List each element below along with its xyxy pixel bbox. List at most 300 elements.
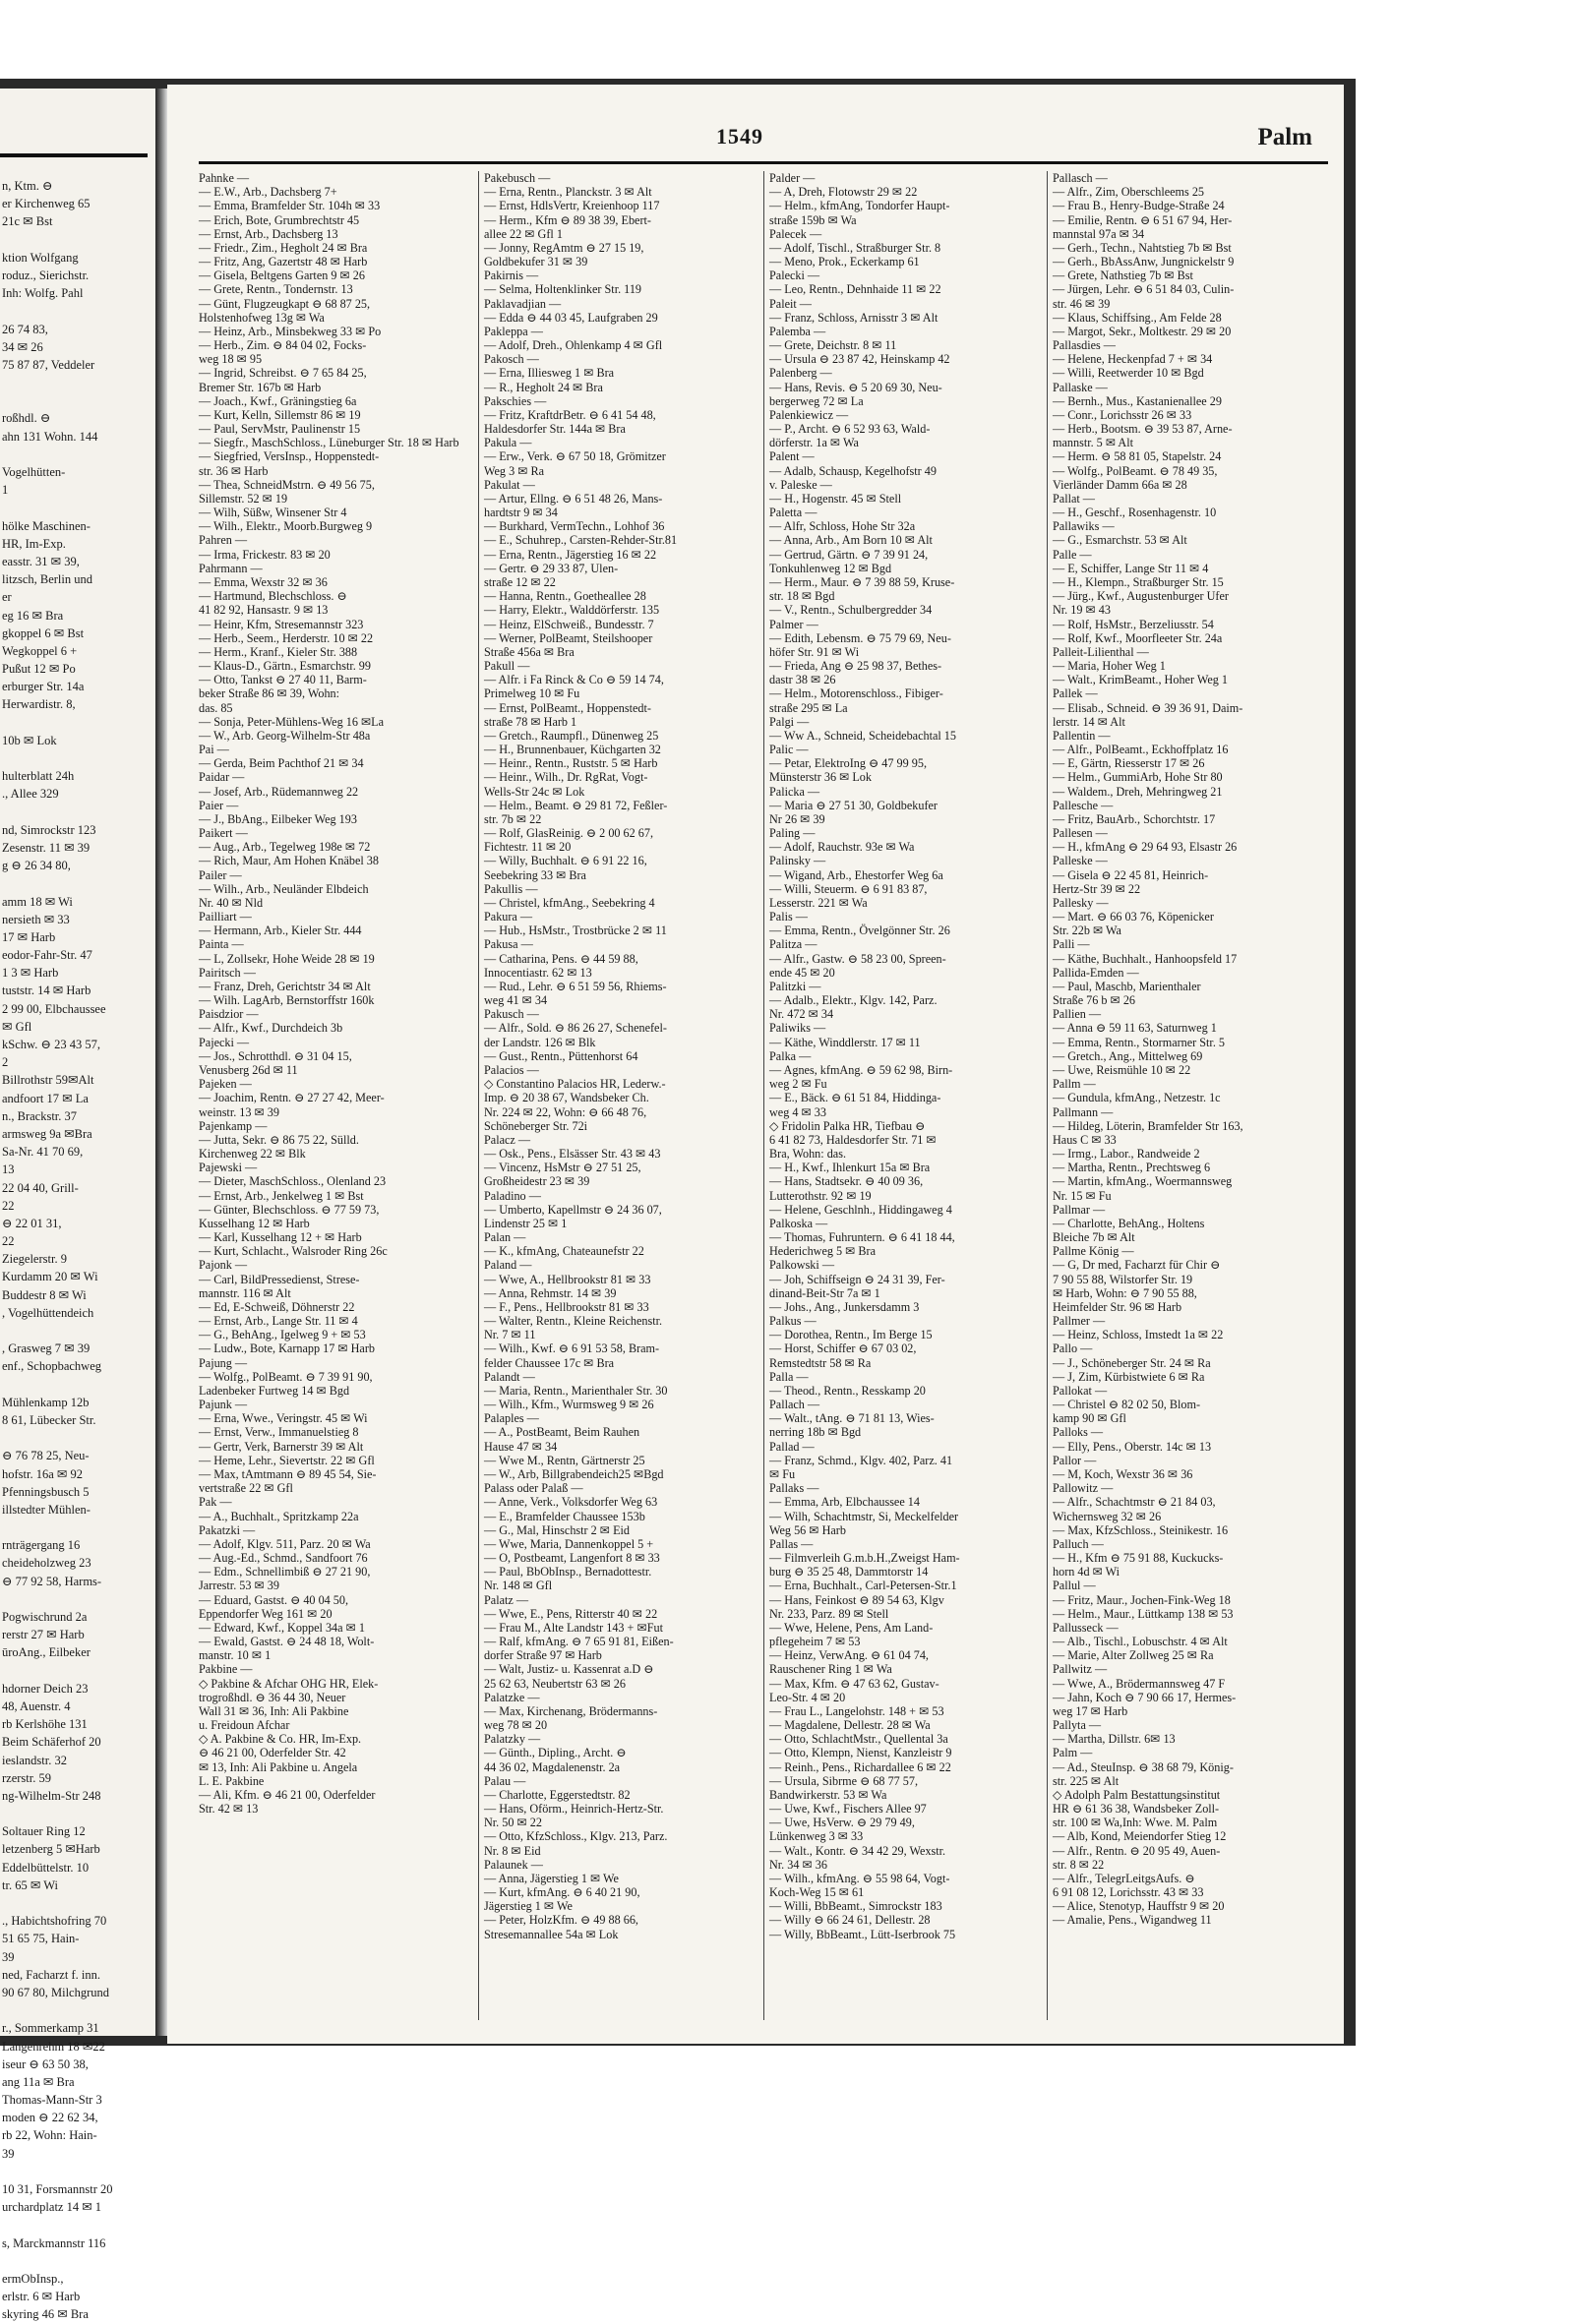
directory-entry: Paklavadjian —: [484, 296, 562, 311]
directory-entry: Pallmer —: [1053, 1314, 1106, 1329]
directory-entry: weg 2 ✉ Fu: [769, 1077, 827, 1092]
directory-entry: — Erna, Illiesweg 1 ✉ Bra: [484, 366, 615, 381]
directory-entry: Pallad —: [769, 1439, 815, 1454]
previous-page-line: 48, Auenstr. 4: [2, 1698, 71, 1713]
previous-page-line: Herwardistr. 8,: [2, 697, 76, 712]
previous-page-line: [2, 302, 159, 320]
directory-entry: — Edm., Schnellimbiß ⊖ 27 21 90,: [199, 1565, 371, 1579]
directory-entry: Paier —: [199, 798, 239, 812]
directory-entry: Hause 47 ✉ 34: [484, 1439, 558, 1454]
directory-entry: — Alfr., PolBeamt., Eckhoffplatz 16: [1053, 743, 1229, 757]
directory-entry: weg 4 ✉ 33: [769, 1104, 826, 1119]
directory-entry: — H., Klempn., Straßburger Str. 15: [1053, 574, 1224, 589]
previous-page-line: [2, 749, 159, 767]
directory-entry: — Ernst, PolBeamt., Hoppenstedt-: [484, 700, 651, 715]
directory-entry: — Thea, SchneidMstrn. ⊖ 49 56 75,: [199, 477, 375, 492]
previous-page-line: litzsch, Berlin und: [2, 572, 92, 587]
directory-entry: Vierländer Damm 66a ✉ 28: [1053, 477, 1187, 492]
previous-page-line: ng-Wilhelm-Str 248: [2, 1788, 101, 1803]
directory-entry: Pakirnis —: [484, 268, 539, 283]
directory-entry: — Helm., kfmAng, Tondorfer Haupt-: [769, 199, 950, 213]
directory-entry: Koch-Weg 15 ✉ 61: [769, 1885, 865, 1900]
directory-entry: Tonkuhlenweg 12 ✉ Bgd: [769, 561, 892, 575]
directory-entry: weinstr. 13 ✉ 39: [199, 1104, 279, 1119]
previous-page-line: amm 18 ✉ Wi: [2, 894, 73, 909]
directory-entry: Palandt —: [484, 1369, 535, 1384]
previous-page-line: 21c ✉ Bst: [2, 214, 53, 229]
directory-entry: Palecek —: [769, 226, 822, 241]
directory-entry: — Gertr. ⊖ 29 33 87, Ulen-: [484, 561, 619, 575]
directory-entry: Palkoska —: [769, 1216, 828, 1230]
directory-entry: — R., Hegholt 24 ✉ Bra: [484, 380, 603, 394]
directory-entry: Palinsky —: [769, 854, 826, 868]
directory-entry: — E.W., Arb., Dachsberg 7+: [199, 185, 337, 200]
column-divider: [478, 171, 479, 2020]
directory-entry: Palder —: [769, 171, 816, 185]
previous-page-line: ., Allee 329: [2, 787, 59, 802]
directory-entry: — Willy ⊖ 66 24 61, Dellestr. 28: [769, 1913, 931, 1928]
directory-entry: bergerweg 72 ✉ La: [769, 393, 864, 408]
directory-entry: — Klaus-D., Gärtn., Esmarchstr. 99: [199, 659, 371, 674]
directory-entry: — Uwe, HsVerw. ⊖ 29 79 49,: [769, 1816, 915, 1830]
directory-entry: — Gerh., BbAssAnw, Jungnickelstr 9: [1053, 255, 1235, 269]
previous-page-line: roßhdl. ⊖: [2, 411, 51, 426]
directory-entry: Bremer Str. 167b ✉ Harb: [199, 380, 322, 394]
directory-entry: — Edda ⊖ 44 03 45, Laufgraben 29: [484, 310, 658, 325]
directory-entry: — Wilh., Arb., Neuländer Elbdeich: [199, 881, 369, 896]
directory-entry: Jägerstieg 1 ✉ We: [484, 1899, 573, 1914]
directory-entry: — Siegfried, VersInsp., Hoppenstedt-: [199, 449, 380, 464]
directory-entry: — Jos., Schrotthdl. ⊖ 31 04 15,: [199, 1048, 352, 1063]
previous-page-line: [2, 1894, 159, 1912]
directory-entry: Pajeken —: [199, 1077, 252, 1092]
directory-entry: hardtstr 9 ✉ 34: [484, 506, 558, 520]
directory-entry: — Meno, Prok., Eckerkamp 61: [769, 255, 920, 269]
directory-entry: Pallme König —: [1053, 1244, 1134, 1259]
directory-entry: Pallida-Emden —: [1053, 965, 1139, 980]
directory-entry: 7 90 55 88, Wilstorfer Str. 19: [1053, 1272, 1193, 1286]
directory-entry: Paland —: [484, 1258, 532, 1273]
directory-entry: — Fritz, BauArb., Schorchtstr. 17: [1053, 811, 1216, 826]
directory-entry: Str. 22b ✉ Wa: [1053, 924, 1121, 938]
directory-entry: Paletta —: [769, 506, 817, 520]
directory-entry: — Alb., Tischl., Lobuschstr. 4 ✉ Alt: [1053, 1635, 1228, 1649]
previous-page-line: ⊖ 22 01 31,: [2, 1216, 62, 1230]
column-divider: [763, 171, 764, 2020]
directory-entry: weg 78 ✉ 20: [484, 1718, 548, 1733]
directory-entry: allee 22 ✉ Gfl 1: [484, 226, 563, 241]
previous-page-line: skyring 46 ✉ Bra: [2, 2307, 89, 2322]
directory-entry: burg ⊖ 35 25 48, Dammtorstr 14: [769, 1565, 929, 1579]
previous-page-line: rb Kerlshöhe 131: [2, 1717, 88, 1732]
directory-entry: — Margot, Sekr., Moltkestr. 29 ✉ 20: [1053, 324, 1232, 338]
directory-entry: — Käthe, Winddlerstr. 17 ✉ 11: [769, 1035, 921, 1049]
directory-entry: — Gisela ⊖ 22 45 81, Heinrich-: [1053, 867, 1209, 882]
previous-page-line: [2, 1805, 159, 1822]
directory-entry: — Adolf, Rauchstr. 93e ✉ Wa: [769, 840, 915, 855]
previous-page-line: hölke Maschinen-: [2, 518, 91, 533]
directory-entry: — Wigand, Arb., Ehestorfer Weg 6a: [769, 867, 943, 882]
directory-entry: lerstr. 14 ✉ Alt: [1053, 714, 1125, 729]
directory-entry: — Frau M., Alte Landstr 143 + ✉Fut: [484, 1620, 663, 1635]
directory-entry: — A., Buchhalt., Spritzkamp 22a: [199, 1509, 359, 1523]
directory-entry: vertstraße 22 ✉ Gfl: [199, 1481, 293, 1496]
directory-entry: — Elly, Pens., Oberstr. 14c ✉ 13: [1053, 1439, 1212, 1454]
directory-entry: Rauschener Ring 1 ✉ Wa: [769, 1662, 892, 1677]
directory-entry: — Helene, Heckenpfad 7 + ✉ 34: [1053, 352, 1213, 367]
previous-page-line: easstr. 31 ✉ 39,: [2, 554, 80, 568]
directory-entry: — Thomas, Fuhruntern. ⊖ 6 41 18 44,: [769, 1230, 955, 1245]
directory-entry: Pailer —: [199, 867, 242, 882]
directory-entry: Bra, Wohn: das.: [769, 1147, 847, 1162]
directory-entry: — Christel ⊖ 82 02 50, Blom-: [1053, 1398, 1201, 1412]
previous-page-line: ang 11a ✉ Bra: [2, 2074, 75, 2089]
directory-entry: ✉ 13, Inh: Ali Pakbine u. Angela: [199, 1759, 358, 1774]
directory-entry: Pahnke —: [199, 171, 250, 185]
directory-entry: — A, Dreh, Flotowstr 29 ✉ 22: [769, 185, 918, 200]
directory-entry: — Hildeg, Löterin, Bramfelder Str 163,: [1053, 1118, 1243, 1133]
previous-page-line: Soltauer Ring 12: [2, 1824, 86, 1839]
directory-entry: Pairitsch —: [199, 965, 256, 980]
directory-entry: Palenberg —: [769, 366, 832, 381]
directory-entry: — L, Zollsekr, Hohe Weide 28 ✉ 19: [199, 951, 375, 966]
directory-entry: str. 36 ✉ Harb: [199, 463, 269, 478]
directory-entry: beker Straße 86 ✉ 39, Wohn:: [199, 686, 340, 701]
directory-entry: felder Chaussee 17c ✉ Bra: [484, 1355, 615, 1370]
directory-entry: — Ursula ⊖ 23 87 42, Heinskamp 42: [769, 352, 950, 367]
directory-entry: — Hanna, Rentn., Goetheallee 28: [484, 589, 646, 604]
directory-entry: mannstr. 116 ✉ Alt: [199, 1285, 291, 1300]
previous-page-line: letzenberg 5 ✉Harb: [2, 1842, 100, 1857]
previous-page-line: rzerstr. 59: [2, 1770, 51, 1785]
directory-entry: — W., Arb, Billgrabendeich25 ✉Bgd: [484, 1466, 664, 1481]
directory-entry: str. 225 ✉ Alt: [1053, 1773, 1120, 1788]
directory-entry: — Friedr., Zim., Hegholt 24 ✉ Bra: [199, 240, 368, 255]
directory-entry: Haldesdorfer Str. 144a ✉ Bra: [484, 422, 626, 437]
previous-page-line: Langenrehm 18 ✉22: [2, 2039, 105, 2054]
previous-page-line: 10b ✉ Lok: [2, 733, 57, 747]
directory-entry: weg 17 ✉ Harb: [1053, 1703, 1128, 1718]
directory-entry: kamp 90 ✉ Gfl: [1053, 1411, 1126, 1426]
column-divider: [1047, 171, 1048, 2020]
directory-entry: Palatzky —: [484, 1732, 541, 1747]
directory-entry: — O, Postbeamt, Langenfort 8 ✉ 33: [484, 1551, 660, 1566]
directory-entry: 41 82 92, Hansastr. 9 ✉ 13: [199, 603, 329, 618]
previous-page-line: ⊖ 76 78 25, Neu-: [2, 1449, 90, 1463]
directory-entry: Bandwirkerstr. 53 ✉ Wa: [769, 1787, 887, 1802]
directory-entry: — Alfr., Rentn. ⊖ 20 95 49, Auen-: [1053, 1843, 1221, 1858]
directory-entry: Pallat —: [1053, 491, 1095, 506]
directory-entry: — Alfr, Schloss, Hohe Str 32a: [769, 519, 916, 534]
previous-page-line: gkoppel 6 ✉ Bst: [2, 626, 85, 640]
directory-entry: — Gerh., Techn., Nahtstieg 7b ✉ Bst: [1053, 240, 1232, 255]
previous-page-line: tr. 65 ✉ Wi: [2, 1877, 58, 1892]
directory-entry: — Wilh., Kwf. ⊖ 6 91 53 58, Bram-: [484, 1341, 660, 1356]
directory-entry: — Gerda, Beim Pachthof 21 ✉ 34: [199, 756, 364, 771]
directory-entry: — Adalb., Elektr., Klgv. 142, Parz.: [769, 993, 938, 1008]
directory-entry: Pallesche —: [1053, 798, 1114, 812]
directory-entry: — Anna, Arb., Am Born 10 ✉ Alt: [769, 533, 933, 548]
directory-entry: — Agnes, kfmAng. ⊖ 59 62 98, Birn-: [769, 1063, 953, 1077]
directory-entry: — Maria, Hoher Weg 1: [1053, 659, 1166, 674]
directory-entry: — F., Pens., Hellbrookstr 81 ✉ 33: [484, 1299, 649, 1314]
directory-entry: Palacios —: [484, 1063, 539, 1077]
directory-entry: — Emma, Rentn., Stormarner Str. 5: [1053, 1035, 1226, 1049]
directory-entry: — Anna ⊖ 59 11 63, Saturnweg 1: [1053, 1021, 1217, 1036]
directory-entry: — Wwe M., Rentn, Gärtnerstr 25: [484, 1453, 645, 1467]
previous-page-line: Wegkoppel 6 +: [2, 643, 78, 658]
directory-entry: Nr. 472 ✉ 34: [769, 1007, 834, 1022]
directory-entry: ✉ Fu: [769, 1466, 796, 1481]
previous-page-line: [2, 2216, 159, 2234]
directory-entry: — Ernst, Arb., Jenkelweg 1 ✉ Bst: [199, 1188, 364, 1203]
directory-entry: — Max, Kfm. ⊖ 47 63 62, Gustav-: [769, 1676, 939, 1691]
directory-entry: — Jürg., Kwf., Augustenburger Ufer: [1053, 589, 1229, 604]
directory-entry: Stresemannallee 54a ✉ Lok: [484, 1927, 619, 1941]
directory-entry: — H., Kfm ⊖ 75 91 88, Kuckucks-: [1053, 1551, 1224, 1566]
directory-entry: — Aug., Arb., Tegelweg 198e ✉ 72: [199, 840, 371, 855]
directory-entry: Innocentiastr. 62 ✉ 13: [484, 965, 592, 980]
directory-entry: Paladino —: [484, 1188, 541, 1203]
directory-entry: — J., BbAng., Eilbeker Weg 193: [199, 811, 357, 826]
directory-entry: Pallusseck —: [1053, 1620, 1119, 1635]
directory-entry: — Ralf, kfmAng. ⊖ 7 65 91 81, Eißen-: [484, 1635, 674, 1649]
directory-entry: Pakusa —: [484, 937, 533, 952]
previous-page-line: 13: [2, 1162, 15, 1177]
directory-entry: — Willi, Steuerm. ⊖ 6 91 83 87,: [769, 881, 928, 896]
previous-page-line: 22 04 40, Grill-: [2, 1180, 79, 1195]
directory-entry: — Adolf, Tischl., Straßburger Str. 8: [769, 240, 941, 255]
directory-entry: — Ernst, Verw., Immanuelstieg 8: [199, 1425, 359, 1440]
directory-entry: Pakullis —: [484, 881, 538, 896]
directory-entry: — Frau B., Henry-Budge-Straße 24: [1053, 199, 1225, 213]
directory-entry: — Walter, Rentn., Kleine Reichenstr.: [484, 1314, 663, 1329]
directory-entry: — Jonny, RegAmtm ⊖ 27 15 19,: [484, 240, 644, 255]
directory-entry: Pak —: [199, 1495, 232, 1510]
directory-entry: — Helm., GummiArb, Hohe Str 80: [1053, 770, 1223, 785]
directory-entry: — Franz, Schmd., Klgv. 402, Parz. 41: [769, 1453, 953, 1467]
directory-entry: — Vincenz, HsMstr ⊖ 27 51 25,: [484, 1161, 641, 1175]
directory-entry: Pakatzki —: [199, 1522, 256, 1537]
directory-entry: Lindenstr 25 ✉ 1: [484, 1216, 568, 1230]
directory-entry: Palmer —: [769, 617, 818, 631]
directory-column-1: [199, 171, 476, 2020]
previous-page-line: erlstr. 6 ✉ Harb: [2, 2290, 81, 2304]
directory-entry: Weg 56 ✉ Harb: [769, 1522, 846, 1537]
directory-entry: u. Freidoun Afchar: [199, 1718, 290, 1733]
directory-entry: Pakura —: [484, 910, 533, 924]
directory-entry: — Heinr, Kfm, Stresemannstr 323: [199, 617, 364, 631]
directory-entry: — Hans, Oförm., Heinrich-Hertz-Str.: [484, 1802, 664, 1817]
directory-entry: — Wwe, E., Pens, Ritterstr 40 ✉ 22: [484, 1606, 658, 1621]
directory-entry: das. 85: [199, 700, 233, 715]
directory-entry: Palaples —: [484, 1411, 539, 1426]
directory-entry: Palatzke —: [484, 1690, 540, 1704]
directory-entry: ende 45 ✉ 20: [769, 965, 835, 980]
previous-page-line: Beim Schäferhof 20: [2, 1735, 101, 1750]
previous-page-line: ., Habichtshofring 70: [2, 1914, 107, 1929]
directory-entry: — Aug.-Ed., Schmd., Sandfoort 76: [199, 1551, 368, 1566]
directory-entry: — Edward, Kwf., Koppel 34a ✉ 1: [199, 1620, 365, 1635]
directory-entry: — Joach., Kwf., Gräningstieg 6a: [199, 393, 357, 408]
directory-entry: Palecki —: [769, 268, 820, 283]
directory-entry: weg 41 ✉ 34: [484, 993, 548, 1008]
directory-entry: Pallokat —: [1053, 1383, 1108, 1398]
directory-entry: Palaunek —: [484, 1857, 543, 1872]
directory-entry: — Gundula, kfmAng., Netzestr. 1c: [1053, 1091, 1221, 1105]
directory-entry: — Fritz, Ang, Gazertstr 48 ✉ Harb: [199, 255, 368, 269]
directory-entry: Ladenbeker Furtweg 14 ✉ Bgd: [199, 1383, 350, 1398]
directory-entry: Jarrestr. 53 ✉ 39: [199, 1579, 279, 1593]
previous-page-line: 17 ✉ Harb: [2, 929, 56, 944]
directory-entry: — Martin, kfmAng., Woermannsweg: [1053, 1174, 1233, 1189]
previous-page-line: [2, 874, 159, 892]
directory-entry: — Maria ⊖ 27 51 30, Goldbekufer: [769, 798, 938, 812]
previous-page-line: er: [2, 590, 12, 605]
directory-entry: 6 91 08 12, Lorichsstr. 43 ✉ 33: [1053, 1885, 1204, 1900]
directory-entry: str. 100 ✉ Wa,Inh: Wwe. M. Palm: [1053, 1816, 1218, 1830]
directory-entry: Schöneberger Str. 72i: [484, 1118, 588, 1133]
directory-entry: — Heinr., Wilh., Dr. RgRat, Vogt-: [484, 770, 648, 785]
directory-entry: — Alfr., Zim, Oberschleems 25: [1053, 185, 1205, 200]
directory-entry: Pajonk —: [199, 1258, 248, 1273]
directory-entry: — Alfr., Sold. ⊖ 86 26 27, Schenefel-: [484, 1021, 667, 1036]
directory-entry: — Heinz, VerwAng. ⊖ 61 04 74,: [769, 1648, 929, 1663]
directory-entry: Pakebusch —: [484, 171, 551, 185]
directory-entry: — Osk., Pens., Elsässer Str. 43 ✉ 43: [484, 1147, 661, 1162]
page-number: 1549: [716, 124, 763, 149]
directory-entry: — Ad., SteuInsp. ⊖ 38 68 79, König-: [1053, 1759, 1234, 1774]
previous-page-fragment: [0, 89, 157, 2322]
previous-page-line: 39: [2, 1949, 15, 1964]
previous-page-line: [2, 2163, 159, 2180]
directory-entry: Venusberg 26d ✉ 11: [199, 1063, 298, 1077]
directory-entry: — Umberto, Kapellmstr ⊖ 24 36 07,: [484, 1202, 662, 1217]
directory-entry: — Ingrid, Schreibst. ⊖ 7 65 84 25,: [199, 366, 367, 381]
directory-entry: Lünkenweg 3 ✉ 33: [769, 1829, 864, 1844]
directory-entry: — H., Hogenstr. 45 ✉ Stell: [769, 491, 902, 506]
directory-entry: Pallesky —: [1053, 895, 1109, 910]
directory-entry: nerring 18b ✉ Bgd: [769, 1425, 862, 1440]
directory-entry: Paleit —: [769, 296, 812, 311]
directory-entry: — J, Zim, Kürbistwiete 6 ✉ Ra: [1053, 1369, 1205, 1384]
directory-entry: — Anne, Verk., Volksdorfer Weg 63: [484, 1495, 658, 1510]
previous-page-line: ieslandstr. 32: [2, 1753, 67, 1767]
directory-entry: — Emma, Wexstr 32 ✉ 36: [199, 574, 328, 589]
previous-page-line: g ⊖ 26 34 80,: [2, 859, 71, 873]
directory-entry: — Wwe, Helene, Pens, Am Land-: [769, 1620, 934, 1635]
directory-entry: Holstenhofweg 13g ✉ Wa: [199, 310, 325, 325]
directory-entry: — E., Bäck. ⊖ 61 51 84, Hiddinga-: [769, 1091, 941, 1105]
directory-entry: — Sonja, Peter-Mühlens-Weg 16 ✉La: [199, 714, 385, 729]
directory-entry: — Willy, Buchhalt. ⊖ 6 91 22 16,: [484, 854, 647, 868]
directory-entry: Paling —: [769, 826, 816, 841]
directory-entry: — Leo, Rentn., Dehnhaide 11 ✉ 22: [769, 282, 941, 297]
directory-entry: — Ali, Kfm. ⊖ 46 21 00, Oderfelder: [199, 1787, 376, 1802]
directory-entry: — Filmverleih G.m.b.H.,Zweigst Ham-: [769, 1551, 960, 1566]
directory-entry: — Carl, BildPressedienst, Strese-: [199, 1272, 360, 1286]
previous-page-line: [2, 1590, 159, 1608]
directory-entry: — Ernst, Arb., Lange Str. 11 ✉ 4: [199, 1314, 358, 1329]
directory-entry: höfer Str. 91 ✉ Wi: [769, 644, 860, 659]
previous-page-line: 90 67 80, Milchgrund: [2, 1985, 110, 1999]
directory-entry: horn 4d ✉ Wi: [1053, 1565, 1120, 1579]
previous-page-line: s, Marckmannstr 116: [2, 2235, 106, 2250]
directory-entry: — Gust., Rentn., Püttenhorst 64: [484, 1048, 638, 1063]
directory-entry: — Wwe, A., Brödermannsweg 47 F: [1053, 1676, 1226, 1691]
previous-page-line: [2, 231, 159, 249]
directory-entry: — Max, tAmtmann ⊖ 89 45 54, Sie-: [199, 1466, 377, 1481]
previous-page-line: Ziegelerstr. 9: [2, 1252, 67, 1267]
directory-entry: Remstedtstr 58 ✉ Ra: [769, 1355, 872, 1370]
directory-entry: Pajenkamp —: [199, 1118, 268, 1133]
previous-page-line: 75 87 87, Veddeler: [2, 357, 95, 372]
previous-page-line: Thomas-Mann-Str 3: [2, 2093, 102, 2108]
directory-entry: — Willi, BbBeamt., Simrockstr 183: [769, 1899, 942, 1914]
directory-entry: — Herm., Kfm ⊖ 89 38 39, Ebert-: [484, 212, 651, 227]
directory-entry: — Ernst, HdlsVertr, Kreienhoop 117: [484, 199, 660, 213]
previous-page-line: ūroAng., Eilbeker: [2, 1645, 91, 1660]
previous-page-line: nd, Simrockstr 123: [2, 822, 96, 837]
directory-entry: — Kurt, Kelln, Sillemstr 86 ✉ 19: [199, 407, 361, 422]
directory-entry: Lesserstr. 221 ✉ Wa: [769, 895, 868, 910]
directory-entry: — Herb., Zim. ⊖ 84 04 02, Focks-: [199, 338, 367, 353]
directory-entry: Pallo —: [1053, 1341, 1093, 1356]
directory-entry: — Hans, Feinkost ⊖ 89 54 63, Klgv: [769, 1592, 944, 1607]
directory-entry: Pallas —: [769, 1536, 814, 1551]
directory-entry: — Franz, Schloss, Arnisstr 3 ✉ Alt: [769, 310, 938, 325]
previous-page-line: rnträgergang 16: [2, 1538, 81, 1553]
directory-entry: — Paul, BbObInsp., Bernadottestr.: [484, 1565, 652, 1579]
directory-entry: — W., Arb. Georg-Wilhelm-Str 48a: [199, 728, 371, 743]
previous-page-line: Vogelhütten-: [2, 465, 66, 479]
previous-page-line: [2, 1519, 159, 1536]
directory-entry: Palkowski —: [769, 1258, 835, 1273]
directory-entry: — Jahn, Koch ⊖ 7 90 66 17, Hermes-: [1053, 1690, 1237, 1704]
directory-entry: Palatz —: [484, 1592, 529, 1607]
previous-page-line: [2, 374, 159, 391]
directory-entry: — Martha, Rentn., Prechtsweg 6: [1053, 1161, 1211, 1175]
directory-entry: — Günth., Dipling., Archt. ⊖: [484, 1746, 627, 1760]
directory-entry: Hertz-Str 39 ✉ 22: [1053, 881, 1141, 896]
directory-entry: — Fritz, Maur., Jochen-Fink-Weg 18: [1053, 1592, 1231, 1607]
directory-entry: str. 8 ✉ 22: [1053, 1857, 1105, 1872]
directory-entry: — Christel, kfmAng., Seebekring 4: [484, 895, 655, 910]
previous-page-line: 51 65 75, Hain-: [2, 1932, 80, 1946]
directory-entry: Pakusch —: [484, 1007, 539, 1022]
directory-entry: — Theod., Rentn., Resskamp 20: [769, 1383, 926, 1398]
directory-entry: Haus C ✉ 33: [1053, 1132, 1117, 1147]
previous-page-line: cheideholzweg 23: [2, 1556, 91, 1571]
previous-page-header-rule: [0, 153, 148, 157]
directory-entry: Nr. 233, Parz. 89 ✉ Stell: [769, 1606, 889, 1621]
directory-entry: — Hub., HsMstr., Trostbrücke 2 ✉ 11: [484, 924, 667, 938]
directory-entry: Pakschies —: [484, 393, 547, 408]
directory-entry: — Grete, Rentn., Tondernstr. 13: [199, 282, 353, 297]
previous-page-line: [2, 446, 159, 463]
previous-page-line: , Grasweg 7 ✉ 39: [2, 1341, 91, 1356]
previous-page-line: eodor-Fahr-Str. 47: [2, 948, 92, 963]
directory-entry: — Alb, Kond, Meiendorfer Stieg 12: [1053, 1829, 1227, 1844]
directory-entry: Palicka —: [769, 784, 820, 799]
directory-entry: Pallaske —: [1053, 380, 1108, 394]
previous-page-line: 34 ✉ 26: [2, 339, 43, 354]
directory-entry: — Gertr, Verk, Barnerstr 39 ✉ Alt: [199, 1439, 364, 1454]
directory-entry: — Heinz, Schloss, Imstedt 1a ✉ 22: [1053, 1328, 1224, 1342]
previous-page-line: Mühlenkamp 12b: [2, 1395, 90, 1409]
directory-entry: — Wilh., Elektr., Moorb.Burgweg 9: [199, 519, 373, 534]
directory-entry: Sillemstr. 52 ✉ 19: [199, 491, 288, 506]
